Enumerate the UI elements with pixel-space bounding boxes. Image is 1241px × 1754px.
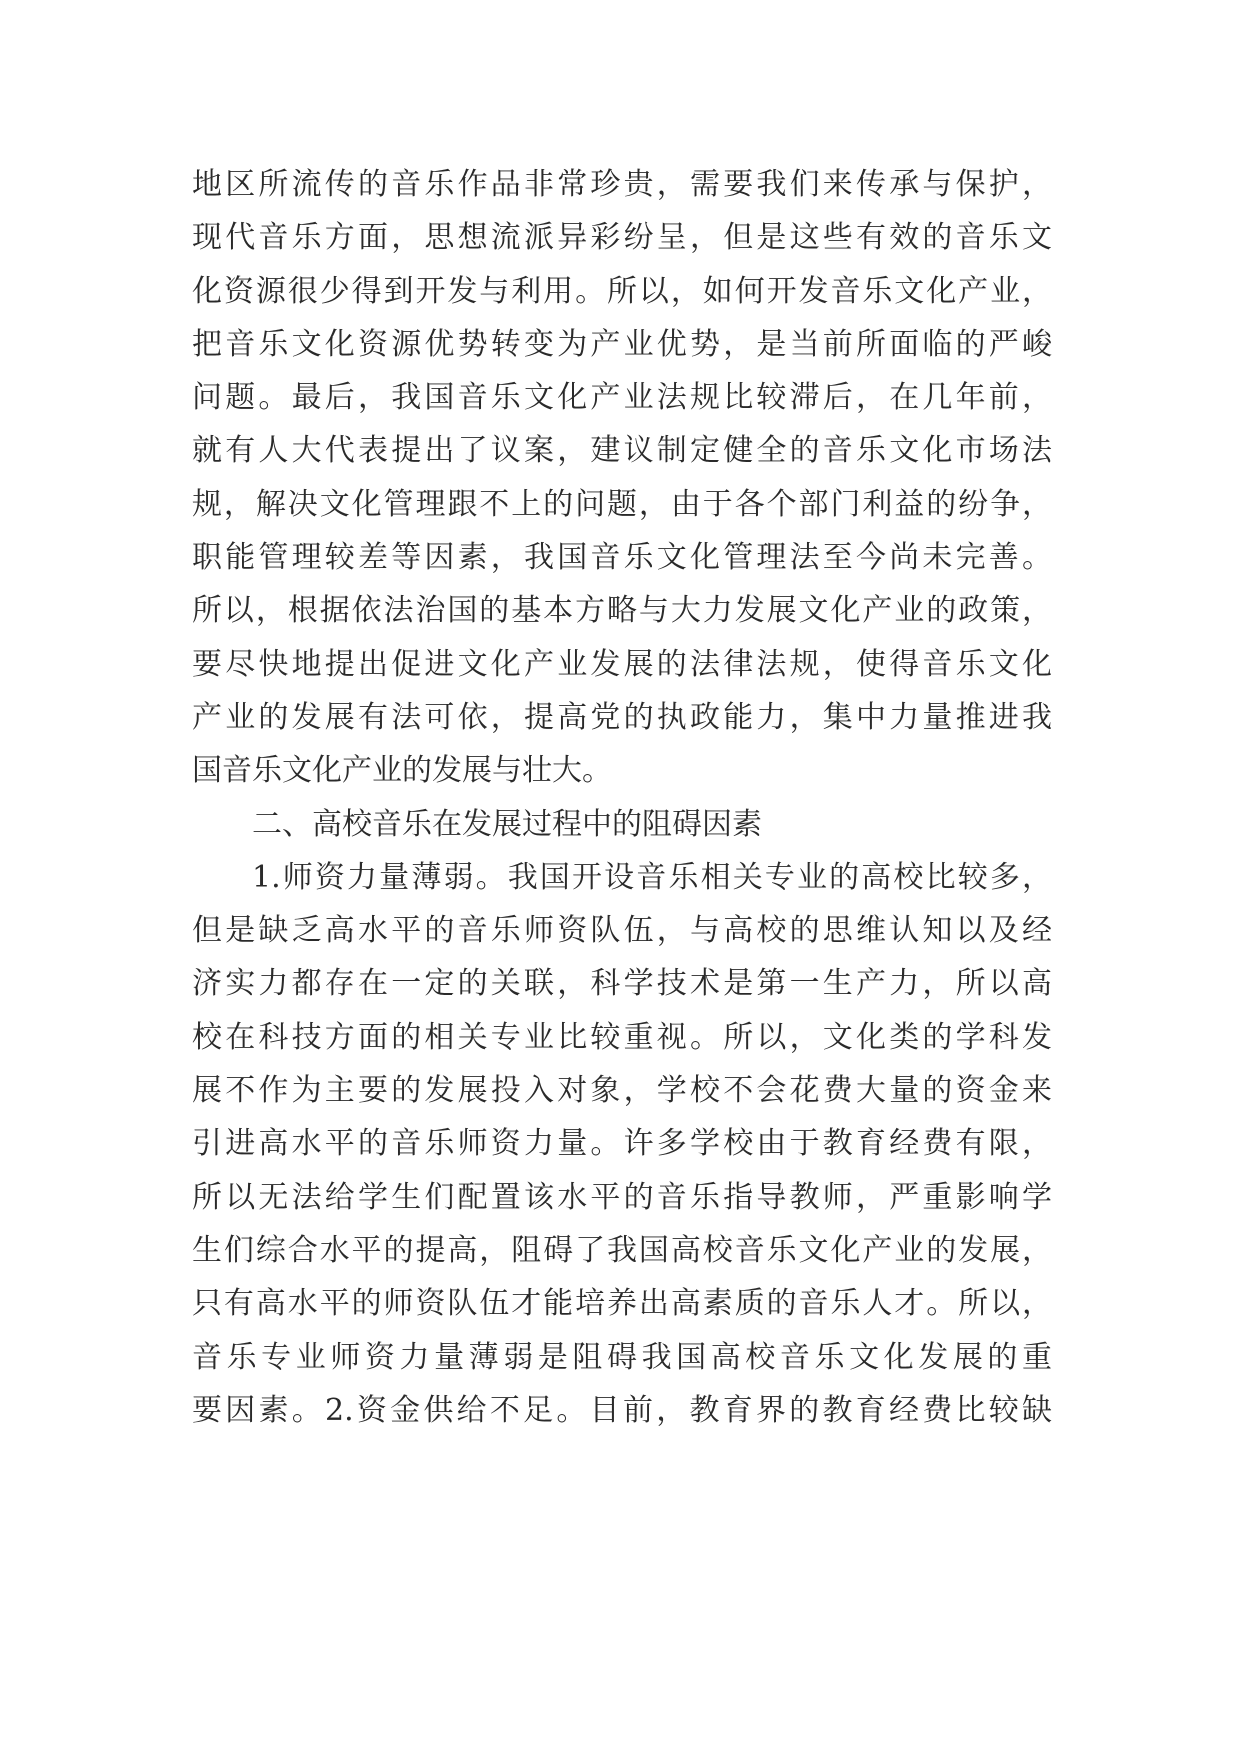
text-line: 地区所流传的音乐作品非常珍贵，需要我们来传承与保护， — [192, 167, 1052, 202]
text-line: 规，解决文化管理跟不上的问题，由于各个部门利益的纷争， — [192, 486, 1052, 522]
text-line: 现代音乐方面，思想流派异彩纷呈，但是这些有效的音乐文 — [192, 220, 1052, 256]
text-line: 音乐专业师资力量薄弱是阻碍我国高校音乐文化发展的重 — [192, 1339, 1052, 1375]
text-line: 所以无法给学生们配置该水平的音乐指导教师，严重影响学 — [192, 1179, 1052, 1215]
text-line: 就有人大代表提出了议案，建议制定健全的音乐文化市场法 — [192, 433, 1052, 469]
text-line: 1.师资力量薄弱。我国开设音乐相关专业的高校比较多， — [252, 859, 1052, 895]
text-line: 要尽快地提出促进文化产业发展的法律法规，使得音乐文化 — [192, 646, 1052, 682]
text-line: 校在科技方面的相关专业比较重视。所以，文化类的学科发 — [192, 1019, 1052, 1055]
text-line: 济实力都存在一定的关联，科学技术是第一生产力，所以高 — [192, 966, 1052, 1002]
text-line: 所以，根据依法治国的基本方略与大力发展文化产业的政策， — [192, 593, 1052, 629]
text-line: 问题。最后，我国音乐文化产业法规比较滞后，在几年前， — [192, 380, 1052, 416]
text-line: 生们综合水平的提高，阻碍了我国高校音乐文化产业的发展， — [192, 1232, 1052, 1268]
text-line: 只有高水平的师资队伍才能培养出高素质的音乐人才。所以， — [192, 1286, 1052, 1322]
body-text — [192, 158, 1052, 1437]
text-line: 展不作为主要的发展投入对象，学校不会花费大量的资金来 — [192, 1073, 1052, 1109]
text-line: 产业的发展有法可依，提高党的执政能力，集中力量推进我 — [192, 699, 1052, 735]
text-line: 要因素。2.资金供给不足。目前，教育界的教育经费比较缺 — [192, 1392, 1052, 1428]
text-line: 化资源很少得到开发与利用。所以，如何开发音乐文化产业， — [192, 273, 1052, 309]
text-line: 但是缺乏高水平的音乐师资队伍，与高校的思维认知以及经 — [192, 913, 1052, 949]
text-line: 国音乐文化产业的发展与壮大。 — [192, 753, 612, 789]
text-line: 职能管理较差等因素，我国音乐文化管理法至今尚未完善。 — [192, 540, 1052, 576]
text-line: 把音乐文化资源优势转变为产业优势，是当前所面临的严峻 — [192, 326, 1052, 362]
text-line: 引进高水平的音乐师资力量。许多学校由于教育经费有限， — [192, 1126, 1052, 1162]
section-heading: 二、高校音乐在发展过程中的阻碍因素 — [252, 806, 762, 842]
